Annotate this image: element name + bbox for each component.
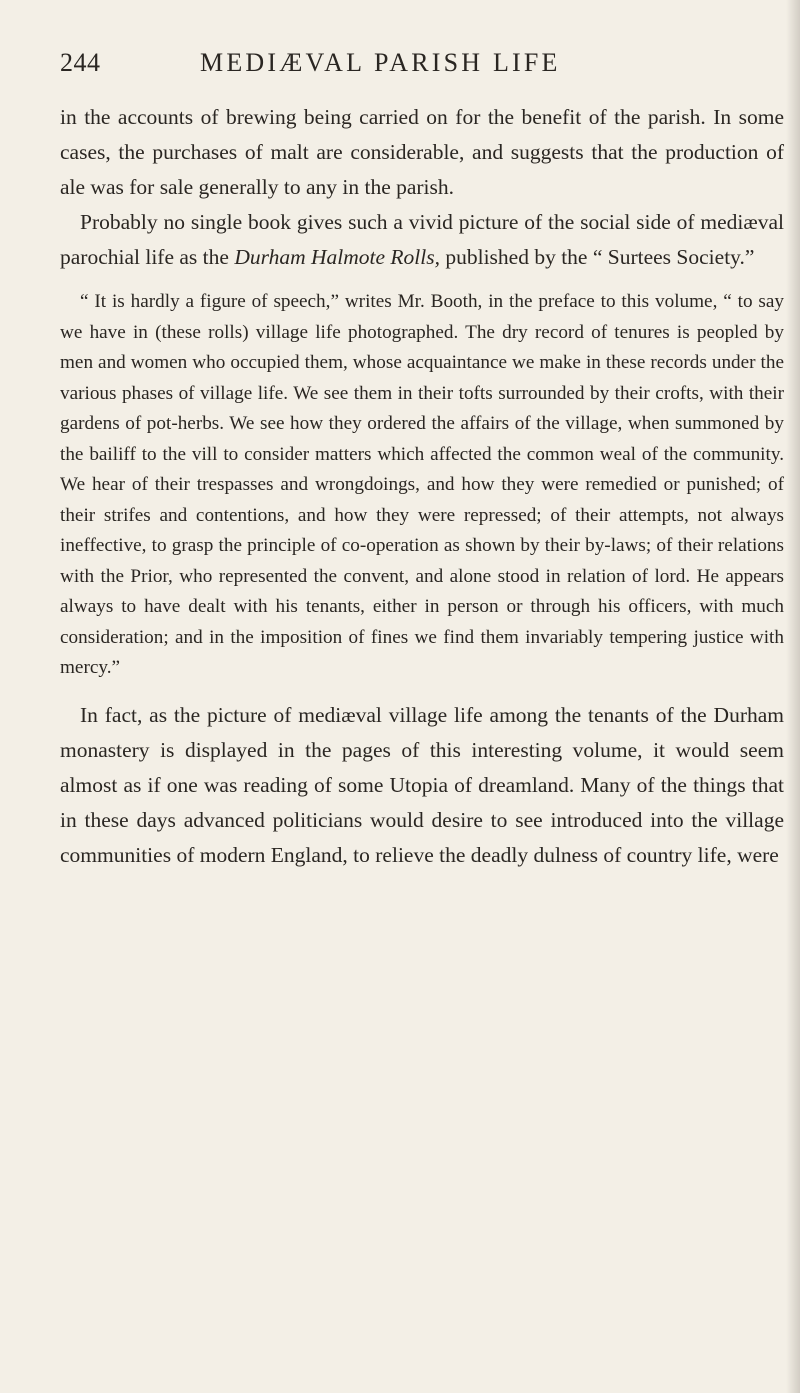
page-header xyxy=(60,48,750,88)
paragraph-text-after-title: published by the “ Surtees Society.” xyxy=(439,245,755,269)
paragraph-text-before-title: Probably no single book gives such a vivid picture of the social side of mediæval parochial life as the xyxy=(60,210,784,269)
paragraph-continuation: in the accounts of brewing being carried on for the benefit of the parish. In some cases, the purchases of malt are considerable, and suggests that the production of ale was for sale generally to any in the parish. xyxy=(60,105,784,199)
paragraph-durham-rolls xyxy=(60,205,784,275)
running-head: MEDIÆVAL PARISH LIFE xyxy=(200,48,561,77)
page-number: 244 xyxy=(60,48,101,77)
book-title: Durham Halmote Rolls, xyxy=(234,245,440,269)
page-edge-shadow xyxy=(786,0,800,1393)
body-text xyxy=(60,100,784,873)
paragraph-utopia: In fact, as the picture of mediæval village life among the tenants of the Durham monastery is displayed in the pages of this interesting volume, it would seem almost as if one was reading of some Utopia of dreamland. Many of the things that in these days advanced politicians would desire to see introduced into the village communities of modern England, to relieve the deadly dulness of country life, were xyxy=(60,702,784,867)
block-quotation: “ It is hardly a figure of speech,” writes Mr. Booth, in the preface to this volume, “ to say we have in (these rolls) village life photographed. The dry record of tenures is peopled by men and women who occupied them, whose acquaintance we make in these records under the various phases of village life. We see them in their tofts surrounded by their crofts, with their gardens of pot-herbs. We see how they ordered the affairs of the village, when summoned by the bailiff to the vill to consider matters which affected the common weal of the community. We hear of their trespasses and wrongdoings, and how they were remedied or punished; of their strifes and contentions, and how they were repressed; of their attempts, not always ineffective, to grasp the principle of co-operation as shown by their by-laws; of their relations with the Prior, who represented the convent, and alone stood in relation of lord. He appears always to have dealt with his tenants, either in person or through his officers, with much consideration; and in the imposition of fines we find them invariably tempering justice with mercy.” xyxy=(60,291,784,678)
